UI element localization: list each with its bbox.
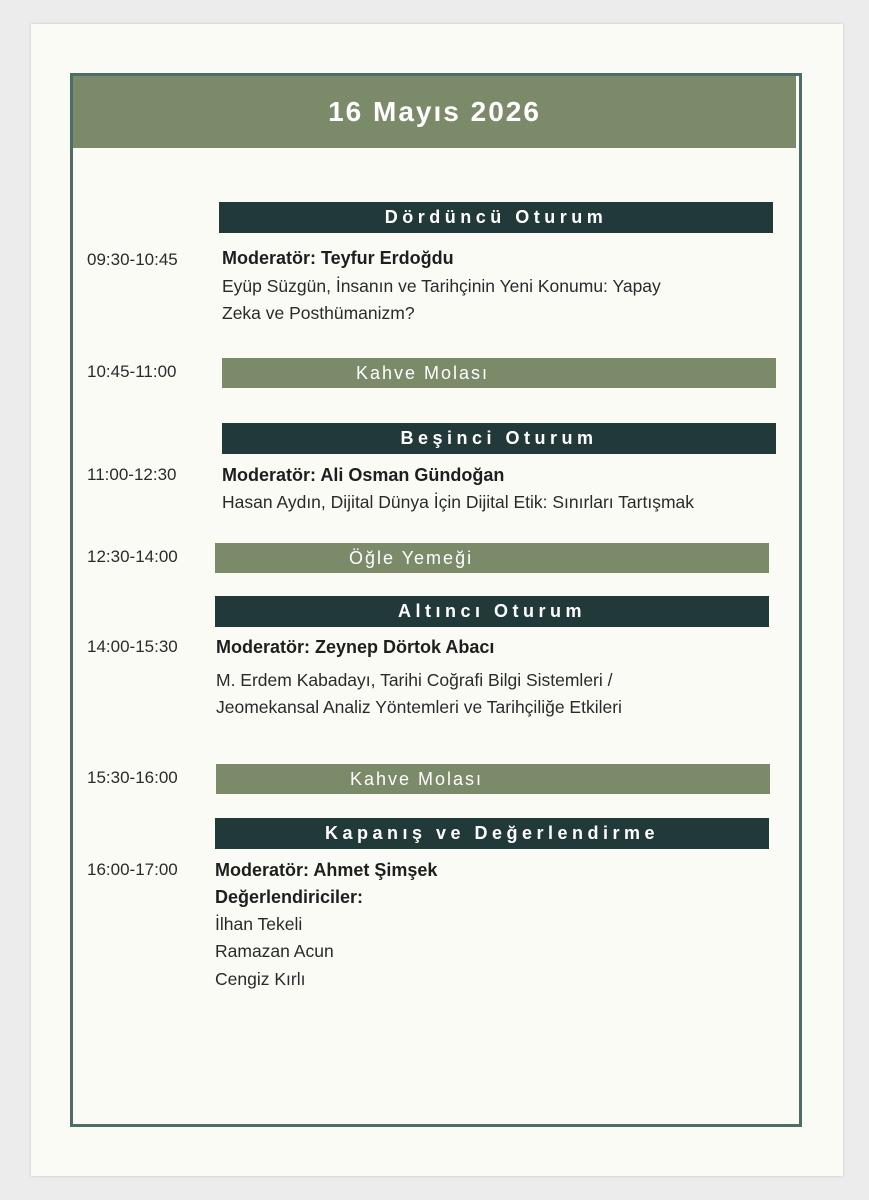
break-time-1: 10:45-11:00 bbox=[87, 362, 177, 381]
talk-6-line1: M. Erdem Kabadayı, Tarihi Coğrafi Bilgi Sistemleri / bbox=[216, 670, 613, 690]
talk-4-line1: Eyüp Süzgün, İnsanın ve Tarihçinin Yeni Konumu: Yapay bbox=[222, 276, 661, 296]
closing-moderator: Moderatör: Ahmet Şimşek bbox=[215, 860, 438, 880]
moderator-5: Moderatör: Ali Osman Gündoğan bbox=[222, 465, 505, 485]
closing-time: 16:00-17:00 bbox=[87, 860, 178, 879]
evaluator-3: Cengiz Kırlı bbox=[215, 969, 306, 989]
talk-4-line2: Zeka ve Posthümanizm? bbox=[222, 303, 415, 323]
evaluator-1: İlhan Tekeli bbox=[215, 914, 303, 934]
talk-6-line2: Jeomekansal Analiz Yöntemleri ve Tarihçiliğe Etkileri bbox=[216, 697, 622, 717]
evaluator-2: Ramazan Acun bbox=[215, 941, 334, 961]
session-time-4: 09:30-10:45 bbox=[87, 250, 178, 269]
lunch-break: Öğle Yemeği bbox=[215, 543, 769, 573]
talk-5-line1: Hasan Aydın, Dijital Dünya İçin Dijital Etik: Sınırları Tartışmak bbox=[222, 492, 695, 512]
coffee-break-1: Kahve Molası bbox=[222, 358, 776, 388]
closing-session-title: Kapanış ve Değerlendirme bbox=[215, 818, 769, 849]
session-time-6: 14:00-15:30 bbox=[87, 637, 178, 656]
session-title-5: Beşinci Oturum bbox=[222, 423, 776, 454]
session-title-6: Altıncı Oturum bbox=[215, 596, 769, 627]
moderator-4: Moderatör: Teyfur Erdoğdu bbox=[222, 248, 454, 268]
lunch-time: 12:30-14:00 bbox=[87, 547, 178, 566]
break-time-2: 15:30-16:00 bbox=[87, 768, 178, 787]
coffee-break-2: Kahve Molası bbox=[216, 764, 770, 794]
evaluators-label: Değerlendiriciler: bbox=[215, 887, 364, 907]
session-title-4: Dördüncü Oturum bbox=[219, 202, 773, 233]
date-title: 16 Mayıs 2026 bbox=[73, 76, 796, 148]
moderator-6: Moderatör: Zeynep Dörtok Abacı bbox=[216, 637, 495, 657]
session-time-5: 11:00-12:30 bbox=[87, 465, 177, 484]
